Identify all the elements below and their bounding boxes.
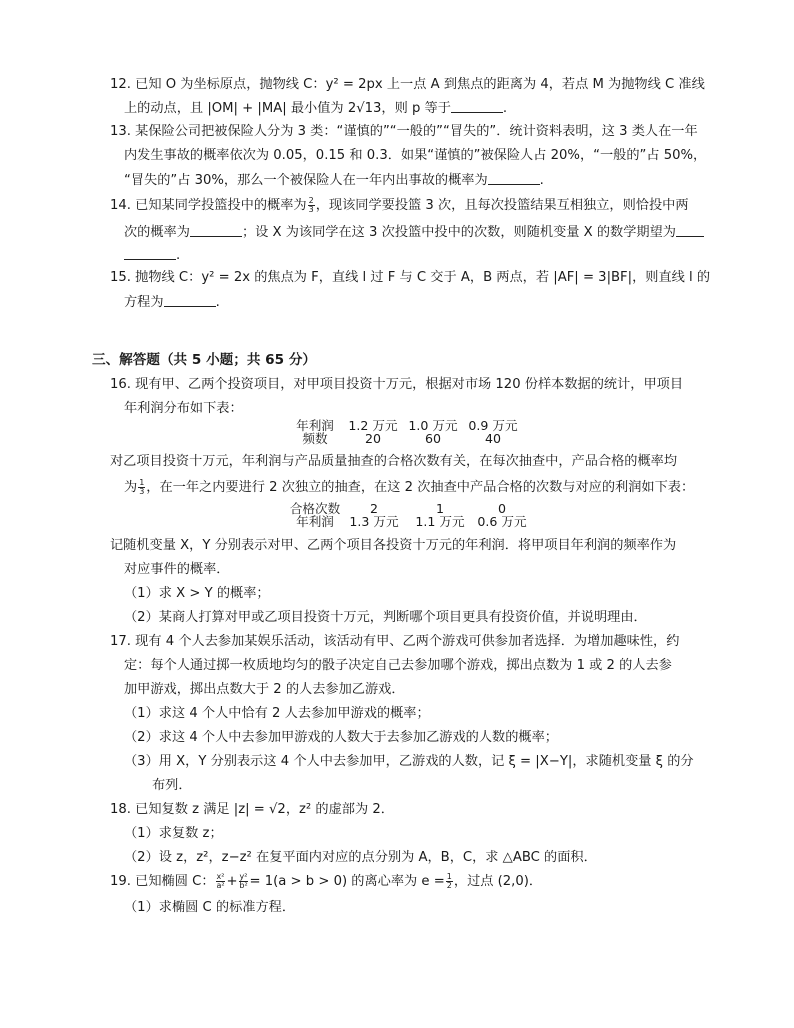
profit-table-a — [285, 419, 525, 449]
q17-line2: 定：每个人通过掷一枚质地均匀的骰子决定自己去参加哪个游戏，掷出点数为 1 或 2 的人去参 — [124, 658, 672, 673]
q16-line4-rest: ，在一年之内要进行 2 次独立的抽查，在这 2 次抽查中产品合格的次数与对应的利润如下表： — [146, 480, 695, 495]
q18-line1: 18. 已知复数 z 满足 |z| = √2，z² 的虚部为 2． — [110, 802, 394, 817]
table-a-cell: 20 — [364, 431, 382, 446]
q19-line1-end: ，过点 (2,0)． — [453, 874, 543, 889]
q12-line2 — [124, 98, 507, 119]
q14-line3-end: . — [176, 248, 181, 263]
q14-line2-rest: ；设 X 为该同学在这 3 次投篮中投中的次数，则随机变量 X 的数学期望为 — [241, 225, 676, 240]
table-a-cell: 1.2 万元 — [348, 418, 398, 433]
q13-line2: 内发生事故的概率依次为 0.05，0.15 和 0.3．如果“谨慎的”被保险人占 20%，“一般的”占 50%， — [124, 148, 707, 163]
table-a-header: 年利润 — [296, 418, 334, 433]
q15-line2-end: . — [215, 295, 220, 310]
q17-sub3-cont: 布列． — [152, 778, 192, 793]
q16-line1: 16. 现有甲、乙两个投资项目，对甲项目投资十万元，根据对市场 120 份样本数据的统计，甲项目 — [110, 377, 684, 392]
q18-sub2: （2）设 z，z²，z−z² 在复平面内对应的点分别为 A，B，C，求 △ABC 的面积． — [124, 850, 597, 865]
q19-sub1: （1）求椭圆 C 的标准方程． — [124, 900, 296, 915]
q12-answer-blank — [451, 98, 503, 113]
q19-line1-mid: = 1(a > b > 0) 的离心率为 e = — [249, 874, 445, 889]
q17-sub2: （2）求这 4 个人中去参加甲游戏的人数大于去参加乙游戏的人数的概率； — [124, 730, 558, 745]
table-a-cell: 60 — [424, 431, 442, 446]
q16-frac-num: 1 — [139, 477, 145, 487]
q12-line2-end: . — [502, 101, 508, 116]
q19-frac-x-den: a² — [216, 880, 225, 890]
q14-frac-num: 2 — [308, 195, 314, 205]
q16-line4 — [124, 478, 694, 498]
q12-line1: 12. 已知 O 为坐标原点，抛物线 C：y² = 2px 上一点 A 到焦点的距离为 4，若点 M 为抛物线 C 准线 — [110, 77, 705, 92]
q15-line1: 15. 抛物线 C：y² = 2x 的焦点为 F，直线 l 过 F 与 C 交于 A，B 两点，若 |AF| = 3|BF|，则直线 l 的 — [110, 270, 711, 285]
q14-answer-blank-2a — [676, 222, 704, 237]
q14-line1 — [110, 196, 689, 216]
table-b-cell: 1 — [435, 501, 444, 516]
q19-frac-x-num: x² — [216, 871, 225, 881]
q16-line3: 对乙项目投资十万元，年利润与产品质量抽查的合格次数有关，在每次抽查中，产品合格的概率均 — [110, 454, 678, 469]
q14-answer-blank-1 — [190, 222, 242, 237]
q14-fraction — [308, 197, 315, 214]
q16-frac-den: 3 — [139, 486, 145, 496]
q17-line1: 17. 现有 4 个人去参加某娱乐活动，该活动有甲、乙两个游戏可供参加者选择．为增加趣味性，约 — [110, 634, 680, 649]
table-a-header: 频数 — [302, 431, 328, 446]
table-b-cell: 0.6 万元 — [477, 514, 527, 529]
q13-line3-text: “冒失的”占 30%，那么一个被保险人在一年内出事故的概率为 — [124, 173, 488, 188]
q14-line1-text: 14. 已知某同学投篮投中的概率为 — [110, 198, 307, 213]
table-b-header: 年利润 — [296, 514, 334, 529]
q16-sub2: （2）某商人打算对甲或乙项目投资十万元，判断哪个项目更具有投资价值，并说明理由． — [124, 610, 647, 625]
table-b-cell: 1.1 万元 — [415, 514, 465, 529]
q17-sub3: （3）用 X，Y 分别表示这 4 个人中去参加甲，乙游戏的人数，记 ξ = |X−Y|，求随机变量 ξ 的分 — [124, 754, 694, 769]
table-b-cell: 0 — [497, 501, 506, 516]
q16-line5: 记随机变量 X，Y 分别表示对甲、乙两个项目各投资十万元的年利润．将甲项目年利润的频率作为 — [110, 538, 677, 553]
table-a-cell: 1.0 万元 — [408, 418, 458, 433]
q16-line6: 对应事件的概率． — [124, 562, 230, 577]
table-a-cell: 0.9 万元 — [468, 418, 518, 433]
q14-answer-blank-2b — [124, 245, 176, 260]
table-a-cell: 40 — [484, 431, 502, 446]
q19-frac-x — [216, 873, 226, 890]
q19-frac-e-num: 1 — [446, 871, 452, 881]
profit-table-b — [282, 502, 532, 532]
q12-line2-text: 上的动点，且 |OM| + |MA| 最小值为 2√13，则 p 等于 — [124, 101, 451, 116]
q17-sub1: （1）求这 4 个人中恰有 2 人去参加甲游戏的概率； — [124, 706, 430, 721]
q17-line3: 加甲游戏，掷出点数大于 2 的人去参加乙游戏． — [124, 682, 405, 697]
q18-sub1: （1）求复数 z； — [124, 826, 223, 841]
q16-line4-text: 为 — [124, 480, 138, 495]
q19-line1-text: 19. 已知椭圆 C： — [110, 874, 215, 889]
q19-frac-y — [239, 873, 249, 890]
q15-line2-text: 方程为 — [124, 295, 164, 310]
q19-plus: + — [226, 874, 238, 889]
q15-line2 — [124, 292, 220, 313]
q13-answer-blank — [488, 170, 540, 185]
q15-answer-blank — [164, 292, 216, 307]
q19-frac-y-den: b² — [239, 880, 248, 890]
q16-fraction — [138, 479, 145, 496]
q19-frac-e — [446, 873, 453, 890]
q14-line2 — [124, 222, 704, 243]
q14-frac-den: 3 — [308, 204, 314, 214]
q13-line3 — [124, 170, 544, 191]
q19-frac-y-num: y² — [239, 871, 248, 881]
q13-line1: 13. 某保险公司把被保险人分为 3 类：“谨慎的”“一般的”“冒失的”．统计资料表明，这 3 类人在一年 — [110, 124, 698, 139]
table-b-header: 合格次数 — [289, 501, 341, 516]
table-b-cell: 2 — [369, 501, 378, 516]
q19-frac-e-den: 2 — [446, 880, 452, 890]
q19-line1 — [110, 872, 542, 892]
q14-line2-text: 次的概率为 — [124, 225, 190, 240]
q16-line2: 年利润分布如下表： — [124, 401, 243, 416]
section-heading: 三、解答题（共 5 小题；共 65 分） — [92, 352, 317, 368]
q14-line1-rest: ，现该同学要投篮 3 次，且每次投篮结果互相独立，则恰投中两 — [315, 198, 689, 213]
q14-line3 — [124, 245, 180, 266]
table-b-cell: 1.3 万元 — [349, 514, 399, 529]
q16-sub1: （1）求 X > Y 的概率； — [124, 586, 270, 601]
q13-line3-end: . — [539, 173, 544, 188]
